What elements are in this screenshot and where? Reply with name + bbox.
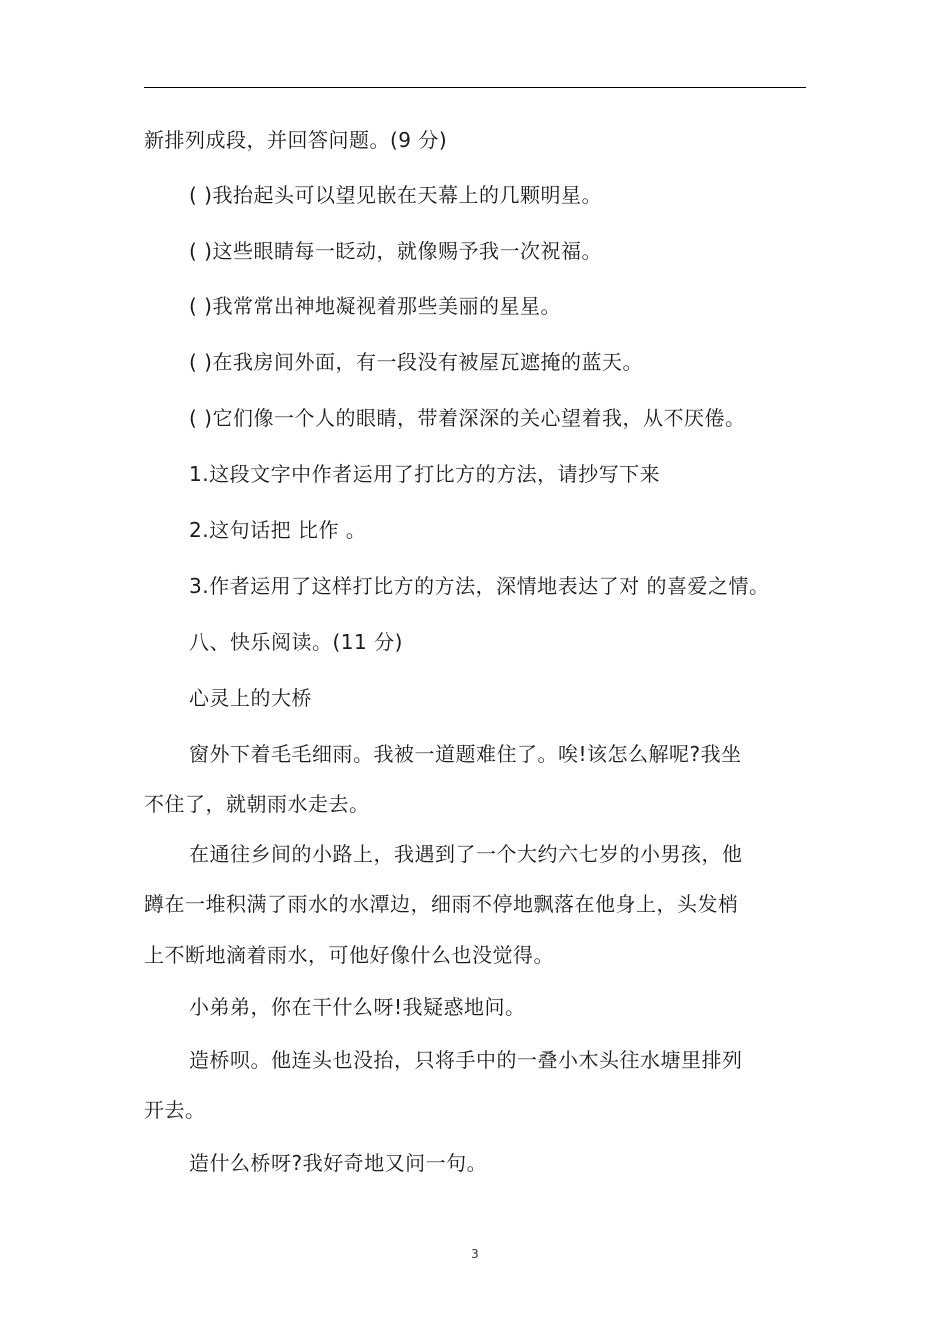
text-line: 造桥呗。他连头也没抬，只将手中的一叠小木头往水塘里排列 [189, 1048, 743, 1072]
text-line: 不住了，就朝雨水走去。 [144, 792, 370, 816]
text-line: ( )它们像一个人的眼睛，带着深深的关心望着我，从不厌倦。 [189, 406, 746, 430]
text-line: 上不断地滴着雨水，可他好像什么也没觉得。 [144, 943, 554, 967]
text-line: 2.这句话把 比作 。 [189, 518, 367, 542]
text-line: 1.这段文字中作者运用了打比方的方法，请抄写下来 [189, 462, 661, 486]
text-line: ( )在我房间外面，有一段没有被屋瓦遮掩的蓝天。 [189, 350, 643, 374]
text-line: 在通往乡间的小路上，我遇到了一个大约六七岁的小男孩，他 [189, 842, 743, 866]
text-line: 窗外下着毛毛细雨。我被一道题难住了。唉!该怎么解呢?我坐 [189, 742, 742, 766]
section-heading: 八、快乐阅读。(11 分) [189, 630, 403, 654]
text-line: ( )我抬起头可以望见嵌在天幕上的几颗明星。 [189, 183, 602, 207]
text-line: 新排列成段，并回答问题。(9 分) [144, 128, 448, 152]
header-rule [144, 87, 806, 88]
text-line: 蹲在一堆积满了雨水的水潭边，细雨不停地飘落在他身上，头发梢 [144, 892, 739, 916]
text-line: 造什么桥呀?我好奇地又问一句。 [189, 1151, 488, 1175]
article-title: 心灵上的大桥 [189, 686, 312, 710]
text-line: 开去。 [144, 1098, 206, 1122]
text-line: 小弟弟，你在干什么呀!我疑惑地问。 [189, 995, 526, 1019]
text-line: ( )我常常出神地凝视着那些美丽的星星。 [189, 294, 561, 318]
page-number: 3 [471, 1247, 479, 1261]
text-line: ( )这些眼睛每一眨动，就像赐予我一次祝福。 [189, 239, 602, 263]
text-line: 3.作者运用了这样打比方的方法，深情地表达了对 的喜爱之情。 [189, 574, 770, 598]
